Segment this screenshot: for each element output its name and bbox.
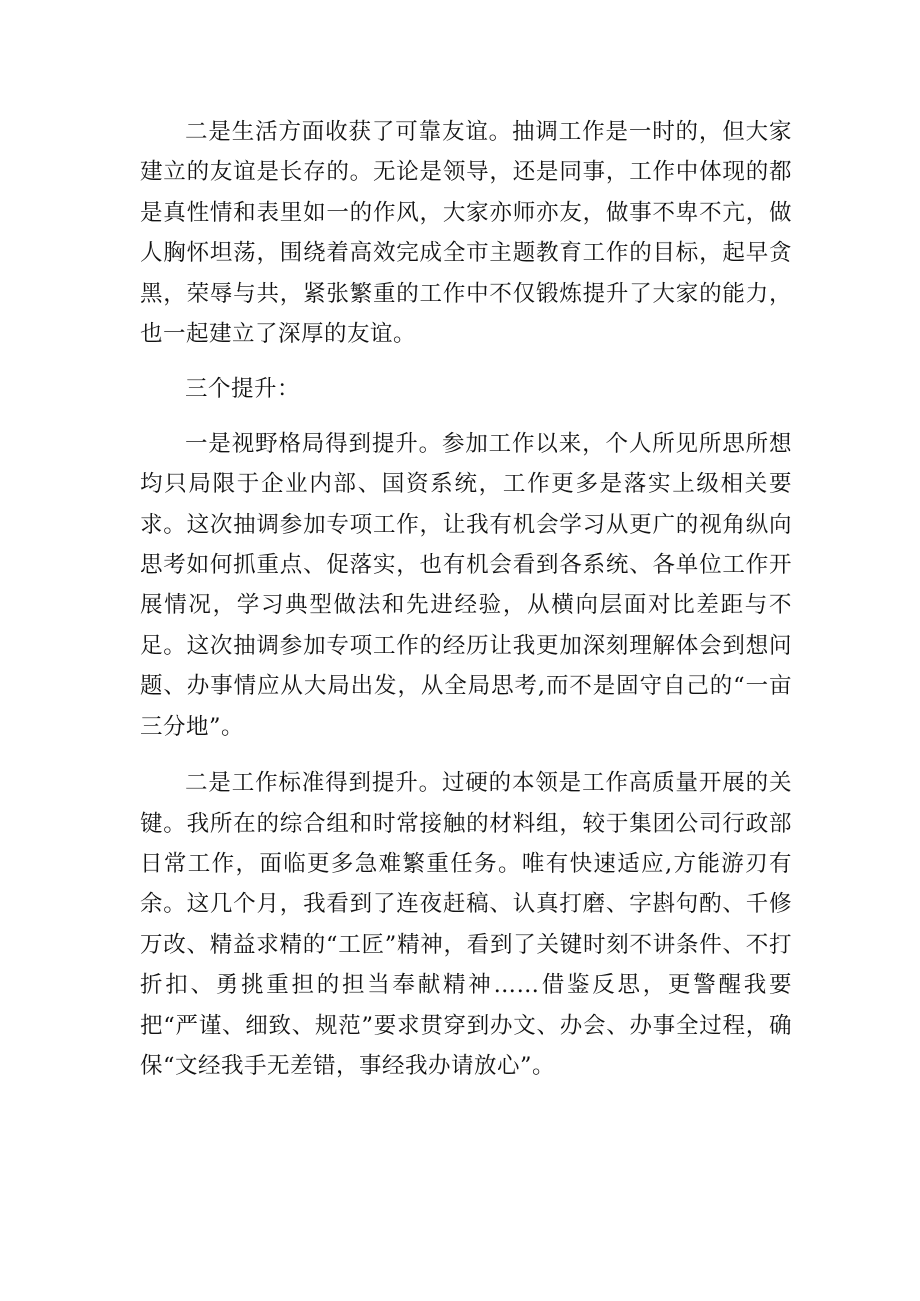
paragraph-vision-improvement: 一是视野格局得到提升。参加工作以来，个人所见所思所想均只局限于企业内部、国资系统，工作更多是落实上级相关要求。这次抽调参加专项工作，让我有机会学习从更广的视角纵向思考如何抓重点、促落实，也有机会看到各系统、各单位工作开展情况，学习典型做法和先进经验，从横向层面对比差距与不足。这次抽调参加专项工作的经历让我更加深刻理解体会到想问题、办事情应从大局出发，从全局思考,而不是固守自己的“一亩三分地”。 bbox=[140, 430, 792, 740]
paragraph-standard-improvement: 二是工作标准得到提升。过硬的本领是工作高质量开展的关键。我所在的综合组和时常接触的材料组，较于集团公司行政部日常工作，面临更多急难繁重任务。唯有快速适应,方能游刃有余。这几个月，我看到了连夜赶稿、认真打磨、字斟句酌、千修万改、精益求精的“工匠”精神，看到了关键时刻不讲条件、不打折扣、勇挑重担的担当奉献精神……借鉴反思，更警醒我要把“严谨、细致、规范”要求贯穿到办文、办会、办事全过程，确保“文经我手无差错，事经我办请放心”。 bbox=[140, 770, 792, 1079]
heading-three-improvements: 三个提升： bbox=[185, 376, 301, 403]
paragraph-friendship: 二是生活方面收获了可靠友谊。抽调工作是一时的，但大家建立的友谊是长存的。无论是领导，还是同事，工作中体现的都是真性情和表里如一的作风，大家亦师亦友，做事不卑不亢，做人胸怀坦荡，围绕着高效完成全市主题教育工作的目标，起早贪黑，荣辱与共，紧张繁重的工作中不仅锻炼提升了大家的能力，也一起建立了深厚的友谊。 bbox=[140, 119, 792, 348]
